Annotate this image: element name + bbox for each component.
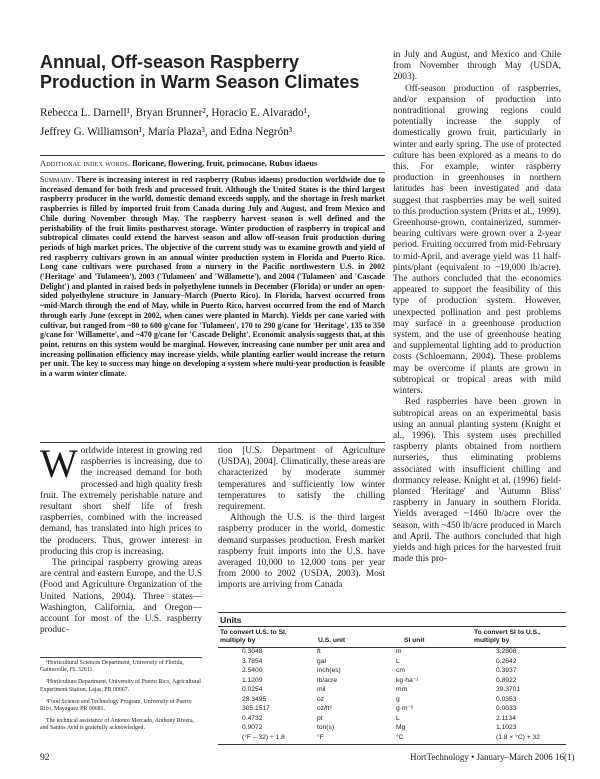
units-table-cell: oz/ft²	[317, 705, 332, 712]
units-table-cell: m	[396, 648, 402, 655]
units-table	[218, 612, 566, 748]
units-table-cell: ton(s)	[317, 724, 335, 731]
drop-cap: W	[40, 441, 78, 486]
units-table-cell: 3.2808	[496, 648, 517, 655]
paragraph: Red raspberries have been grown in subtropical areas on an experimental basis using an annual planting system (Knight et al., 1996). This system uses prechilled raspberry plants obtained from northern nurseries, thus eliminating problems associated with insufficient chilling and dormancy release. Knight et al. (1996) field-planted 'Heritage' and 'Autumn Bliss' raspberry in January in southern Florida. Yields averaged ~1460 lb/acre over the season, with ~450 lb/acre produced in March and April. The authors concluded that high yields and high prices for the harvested fruit made this pro-	[393, 397, 561, 565]
units-table-cell: L	[396, 714, 400, 722]
footnote: The technical assistance of Antonio Mercado, Anthony Rivera, and Santos Avid is gratefully acknowledged.	[40, 718, 195, 732]
units-table-row	[218, 705, 566, 714]
units-table-cell: 0.0353	[496, 695, 517, 703]
units-table-cell: pt	[317, 714, 323, 722]
summary-label: Summary.	[40, 175, 74, 184]
article-title: Annual, Off-season Raspberry Production in Warm Season Climates	[40, 52, 360, 92]
units-table-row	[218, 667, 566, 676]
units-table-cell: 39.3701	[496, 686, 521, 693]
units-table-cell: 2.1134	[496, 714, 516, 722]
index-words-label: Additional index words.	[40, 159, 131, 168]
authors-line-1: Rebecca L. Darnell¹, Bryan Brunner², Horacio E. Alvarado¹,	[40, 107, 310, 119]
units-table-row	[218, 658, 566, 667]
units-table-cell: mil	[317, 686, 326, 693]
footnote: ²Horticulture Department, University of Puerto Rico, Agricultural Experiment Station, Lajas, PR 00667.	[40, 679, 201, 693]
units-table-cell: 0.2642	[496, 657, 517, 665]
body-column-3	[393, 50, 561, 614]
units-table-cell: gal	[317, 657, 326, 665]
units-table-cell: kg·ha⁻¹	[396, 676, 419, 684]
units-table-cell: 28.3495	[242, 695, 267, 703]
units-table-cell: 0.8922	[496, 676, 517, 684]
paragraph	[40, 441, 202, 558]
units-table-cell: 0.3937	[496, 667, 517, 674]
affiliation-footnotes	[40, 657, 202, 738]
units-table-cell: 0.0254	[242, 686, 263, 693]
units-table-cell: 0.9072	[242, 724, 263, 731]
units-table-cell: cm	[396, 667, 405, 674]
units-table-cell: oz	[317, 695, 325, 703]
units-table-cell: g·m⁻²	[396, 705, 414, 712]
paragraph-text: orldwide interest in growing red raspberries is increasing, due to the increased demand for both processed and high quality fresh fruit. The extremely perishable nature and resultant short shelf life of fresh raspberries, combined with the increased demand, has translated into high prices to the producers. Thus, grower interest in producing this crop is increasing.	[40, 446, 202, 557]
units-table-cell: 1.1023	[496, 724, 517, 731]
units-table-cell: mm	[396, 686, 408, 693]
paragraph: The principal raspberry growing areas are central and eastern Europe, and the U.S (Food and Agriculture Organization of the United Nations, 2004). Three states—Washington, California, and Oregon—account for most of the U.S. raspberry produc-	[40, 558, 202, 636]
units-table-row	[218, 648, 566, 657]
units-table-cell: 0.0033	[496, 705, 517, 712]
summary-text: There is increasing interest in red raspberry (Rubus idaeus) production worldwide due to increased demand for both fresh and processed fruit. Although the United States is the third largest raspberry producer in the world, domestic demand exceeds supply, and the shortage in fresh market raspberries is filled by imported fruit from Canada during July and August, and from Mexico and Chile during November through May. The raspberry harvest season is well defined and the perishability of the fruit limits postharvest storage. Winter production of raspberry in tropical and subtropical climates could extend the harvest season and allow off-season fruit production during periods of high market prices. The objective of the current study was to examine growth and yield of red raspberry cultivars grown in an annual winter production system in Florida and Puerto Rico. Long cane cultivars were purchased from a nursery in the Pacific northwestern U.S. in 2002 ('Heritage' and 'Tulameen'), 2003 ('Tulameen' and 'Willamette'), and 2004 ('Tulameen' and 'Cascade Delight') and planted in raised beds in polyethylene tunnels in December (Florida) or under an open-sided polyethylene structure in January–March (Puerto Rico). In Florida, harvest occurred from ~mid-March through the end of May, while in Puerto Rico, harvest occurred from the end of March through early June (except in 2002, when canes were planted in March). Yields per cane varied with cultivar, but ranged from ~80 to 600 g/cane for 'Tulameen', 170 to 290 g/cane for 'Heritage', 135 to 350 g/cane for 'Willamette', and ~470 g/cane for 'Cascade Delight'. Economic analysis suggests that, at this point, returns on this system would be marginal. However, increasing cane number per unit area and increasing pollination efficiency may increase yields, while planting earlier would increase the return per unit. The key to success may hinge on developing a system where multi-year production is feasible in a warm winter climate.	[40, 175, 385, 379]
summary-divider	[40, 442, 385, 443]
paragraph: in July and August, and Mexico and Chile from November through May (USDA, 2003).	[393, 50, 561, 83]
units-table-row	[218, 696, 566, 705]
units-table-row	[218, 715, 566, 724]
units-table-cell: ft	[317, 648, 321, 655]
units-table-row	[218, 734, 566, 743]
footnote: ¹Horticultural Sciences Department, University of Florida, Gainesville, FL 32611.	[40, 660, 184, 674]
units-table-cell: Mg	[396, 724, 406, 731]
paragraph: tion [U.S. Department of Agriculture (USDA), 2004]. Climatically, these areas are characterized by moderate summer temperatures and sufficiently low winter temperatures to satisfy the chilling requirement.	[218, 446, 385, 513]
units-table-cell: 1.1209	[242, 676, 263, 684]
units-table-cell: inch(es)	[317, 667, 341, 674]
units-table-cell: 305.1517	[242, 705, 270, 712]
summary-abstract	[40, 172, 385, 447]
author-list	[40, 104, 385, 142]
units-table-cell: L	[396, 657, 400, 665]
units-table-cell: °C	[396, 733, 404, 741]
units-table-header	[218, 626, 566, 648]
units-table-bottom-rule	[218, 744, 566, 745]
units-table-cell: g	[396, 695, 400, 703]
paragraph: Off-season production of raspberries, and/or expansion of production into nontraditional growing regions could potentially increase the supply of domestically grown fruit, particularly in winter and early spring. The use of protected culture has been explored as a means to do this. For example, winter raspberry production in greenhouses in northern latitudes has been investigated and data suggest that raspberries may be well suited to this production system (Pritts et al., 1999). Greenhouse-grown, containerized, summer-bearing cultivars were grown over a 2-year period. Fruiting occurred from mid-February to mid-April, and average yield was 11 half-pints/plant (equivalent to ~19,000 lb/acre). The authors concluded that the economics appeared to support the feasibility of this type of production system. However, unexpected pollination and pest problems may surface in a greenhouse production system, and the use of greenhouse heating and supplemental lighting add to production costs (Schloemann, 2004). These problems may be overcome if plants are grown in subtropical or tropical areas with mild winters.	[393, 83, 561, 397]
page-number: 92	[40, 752, 50, 763]
units-table-cell: (1.8 × °C) + 32	[496, 733, 540, 741]
units-table-cell: lb/acre	[317, 676, 338, 684]
body-column-1	[40, 441, 202, 636]
units-table-cell: (°F – 32) ÷ 1.8	[242, 733, 285, 741]
units-table-title: Units	[218, 612, 566, 626]
journal-footer: HortTechnology • January–March 2006 16(1)	[410, 752, 575, 762]
header-si-unit: SI unit	[404, 637, 425, 644]
body-column-2	[218, 446, 385, 611]
header-us-to-si: To convert U.S. to SI, multiply by	[220, 629, 287, 644]
index-words-list: floricane, flowering, fruit, primocane, Rubus idaeus	[132, 159, 318, 168]
units-table-row	[218, 724, 566, 733]
units-table-cell: °F	[317, 733, 324, 741]
units-table-row	[218, 677, 566, 686]
units-table-cell: 0.4732	[242, 714, 263, 722]
authors-line-2: Jeffrey G. Williamson¹, María Plaza³, and Edna Negrón³	[40, 126, 293, 138]
paragraph: Although the U.S. is the third largest raspberry producer in the world, domestic demand surpasses production. Fresh market raspberry fruit imports into the U.S. have averaged 10,000 to 12,000 tons per year from 2000 to 2002 (USDA, 2003). Most imports are arriving from Canada	[218, 513, 385, 591]
footnote: ³Food Science and Technology Program, University of Puerto Rico, Mayaguez PR 00681.	[40, 698, 192, 713]
header-si-to-us: To convert SI to U.S., multiply by	[474, 629, 541, 644]
units-table-row	[218, 686, 566, 695]
units-table-cell: 3.7854	[242, 657, 263, 665]
index-words	[40, 155, 385, 169]
units-table-cell: 0.3048	[242, 648, 263, 655]
header-us-unit: U.S. unit	[318, 637, 346, 644]
units-table-cell: 2.5400	[242, 667, 263, 674]
